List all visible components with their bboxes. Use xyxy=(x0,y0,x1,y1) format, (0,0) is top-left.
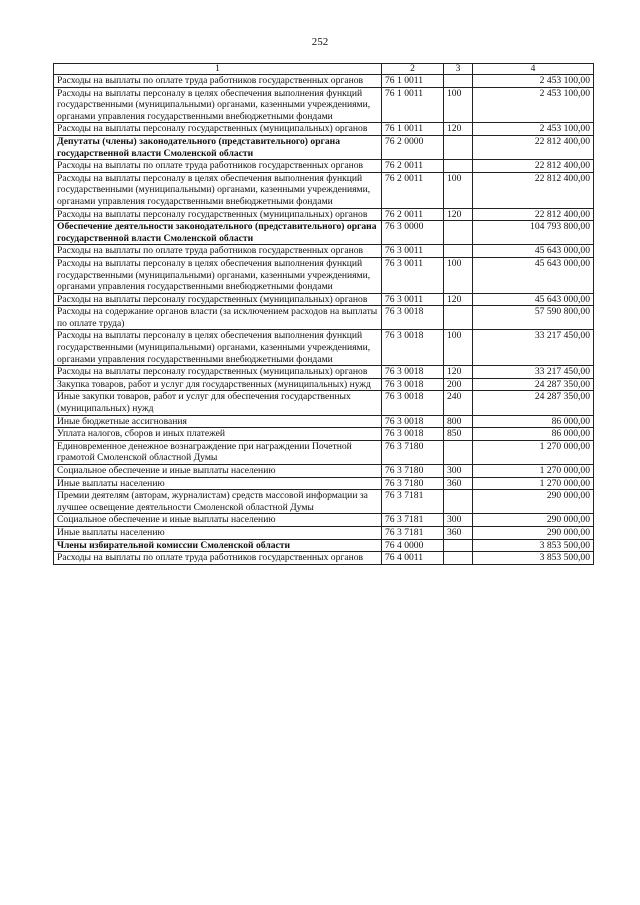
row-name-cell: Расходы на выплаты персоналу государственных (муниципальных) органов xyxy=(54,123,382,136)
row-type-cell: 850 xyxy=(444,428,473,441)
table-row xyxy=(54,477,594,490)
table-row xyxy=(54,221,594,245)
row-code-cell: 76 3 0018 xyxy=(382,428,444,441)
row-type-cell xyxy=(444,539,473,552)
row-type-cell: 360 xyxy=(444,477,473,490)
row-code-cell: 76 3 0018 xyxy=(382,330,444,366)
table-row xyxy=(54,87,594,123)
row-code-cell: 76 3 0018 xyxy=(382,378,444,391)
row-amount-cell: 1 270 000,00 xyxy=(473,465,594,478)
row-code-cell: 76 3 0011 xyxy=(382,245,444,258)
row-amount-cell: 45 643 000,00 xyxy=(473,257,594,293)
row-code-cell: 76 3 7180 xyxy=(382,465,444,478)
row-amount-cell: 3 853 500,00 xyxy=(473,552,594,565)
table-row xyxy=(54,208,594,221)
row-code-cell: 76 3 7181 xyxy=(382,526,444,539)
row-type-cell xyxy=(444,245,473,258)
row-type-cell: 100 xyxy=(444,172,473,208)
table-row xyxy=(54,415,594,428)
row-name-cell: Закупка товаров, работ и услуг для государственных (муниципальных) нужд xyxy=(54,378,382,391)
row-name-cell: Иные выплаты населению xyxy=(54,526,382,539)
row-code-cell: 76 1 0011 xyxy=(382,123,444,136)
page-number: 252 xyxy=(311,36,329,48)
table-row xyxy=(54,490,594,514)
row-name-cell: Расходы на выплаты по оплате труда работников государственных органов xyxy=(54,160,382,173)
row-name-cell: Расходы на выплаты персоналу в целях обеспечения выполнения функций государственными (муниципальными) органами, казенными учреждениями, органами управления государственными внебюджетными фондами xyxy=(54,330,382,366)
row-name-cell: Социальное обеспечение и иные выплаты населению xyxy=(54,514,382,527)
row-code-cell: 76 3 0018 xyxy=(382,415,444,428)
row-amount-cell: 33 217 450,00 xyxy=(473,366,594,379)
row-name-cell: Расходы на выплаты персоналу в целях обеспечения выполнения функций государственными (муниципальными) органами, казенными учреждениями, органами управления государственными внебюджетными фондами xyxy=(54,257,382,293)
row-name-cell: Расходы на выплаты по оплате труда работников государственных органов xyxy=(54,245,382,258)
table-row xyxy=(54,366,594,379)
column-header-name: 1 xyxy=(54,64,382,75)
row-amount-cell: 86 000,00 xyxy=(473,415,594,428)
row-amount-cell: 22 812 400,00 xyxy=(473,160,594,173)
row-code-cell: 76 1 0011 xyxy=(382,87,444,123)
row-type-cell: 100 xyxy=(444,257,473,293)
row-type-cell xyxy=(444,490,473,514)
row-name-cell: Расходы на выплаты персоналу государственных (муниципальных) органов xyxy=(54,366,382,379)
row-name-cell: Иные закупки товаров, работ и услуг для обеспечения государственных (муниципальных) нужд xyxy=(54,391,382,415)
row-type-cell: 120 xyxy=(444,123,473,136)
table-row xyxy=(54,465,594,478)
row-name-cell: Единовременное денежное вознаграждение при награждении Почетной грамотой Смоленской областной Думы xyxy=(54,440,382,464)
row-code-cell: 76 3 0011 xyxy=(382,293,444,306)
row-name-cell: Социальное обеспечение и иные выплаты населению xyxy=(54,465,382,478)
row-name-cell: Расходы на содержание органов власти (за исключением расходов на выплаты по оплате труда) xyxy=(54,306,382,330)
row-amount-cell: 33 217 450,00 xyxy=(473,330,594,366)
column-header-code: 2 xyxy=(382,64,444,75)
table-row xyxy=(54,378,594,391)
table-row xyxy=(54,306,594,330)
table-row xyxy=(54,172,594,208)
row-name-cell: Иные выплаты населению xyxy=(54,477,382,490)
row-amount-cell: 2 453 100,00 xyxy=(473,87,594,123)
row-code-cell: 76 3 7181 xyxy=(382,514,444,527)
row-name-cell: Расходы на выплаты персоналу государственных (муниципальных) органов xyxy=(54,208,382,221)
row-code-cell: 76 3 7180 xyxy=(382,440,444,464)
row-name-cell: Расходы на выплаты по оплате труда работников государственных органов xyxy=(54,552,382,565)
row-amount-cell: 104 793 800,00 xyxy=(473,221,594,245)
row-name-cell: Расходы на выплаты персоналу государственных (муниципальных) органов xyxy=(54,293,382,306)
table-row xyxy=(54,539,594,552)
table-body xyxy=(54,75,594,565)
row-type-cell: 120 xyxy=(444,208,473,221)
table-row xyxy=(54,514,594,527)
row-code-cell: 76 3 0018 xyxy=(382,391,444,415)
table-row xyxy=(54,75,594,88)
row-name-cell: Расходы на выплаты персоналу в целях обеспечения выполнения функций государственными (муниципальными) органами, казенными учреждениями, органами управления государственными внебюджетными фондами xyxy=(54,172,382,208)
column-header-type: 3 xyxy=(444,64,473,75)
row-type-cell: 100 xyxy=(444,87,473,123)
row-type-cell: 120 xyxy=(444,293,473,306)
row-name-cell: Премии деятелям (авторам, журналистам) средств массовой информации за лучшее освещение деятельности Смоленской областной Думы xyxy=(54,490,382,514)
table-row xyxy=(54,330,594,366)
row-amount-cell: 1 270 000,00 xyxy=(473,477,594,490)
table-row xyxy=(54,160,594,173)
row-amount-cell: 86 000,00 xyxy=(473,428,594,441)
row-amount-cell: 24 287 350,00 xyxy=(473,391,594,415)
row-code-cell: 76 3 0018 xyxy=(382,366,444,379)
row-code-cell: 76 2 0011 xyxy=(382,160,444,173)
row-type-cell: 300 xyxy=(444,465,473,478)
row-type-cell xyxy=(444,75,473,88)
row-name-cell: Иные бюджетные ассигнования xyxy=(54,415,382,428)
row-type-cell xyxy=(444,440,473,464)
row-type-cell xyxy=(444,306,473,330)
row-code-cell: 76 3 7181 xyxy=(382,490,444,514)
budget-table xyxy=(53,63,594,565)
table-row xyxy=(54,293,594,306)
row-amount-cell: 45 643 000,00 xyxy=(473,245,594,258)
row-code-cell: 76 2 0000 xyxy=(382,135,444,159)
row-code-cell: 76 4 0011 xyxy=(382,552,444,565)
table-row xyxy=(54,526,594,539)
row-amount-cell: 290 000,00 xyxy=(473,526,594,539)
row-type-cell xyxy=(444,160,473,173)
row-type-cell xyxy=(444,552,473,565)
row-name-cell: Члены избирательной комиссии Смоленской области xyxy=(54,539,382,552)
row-name-cell: Расходы на выплаты персоналу в целях обеспечения выполнения функций государственными (муниципальными) органами, казенными учреждениями, органами управления государственными внебюджетными фондами xyxy=(54,87,382,123)
row-type-cell: 120 xyxy=(444,366,473,379)
table-header-row xyxy=(54,64,594,75)
table-row xyxy=(54,245,594,258)
table-row xyxy=(54,257,594,293)
table-row xyxy=(54,428,594,441)
row-amount-cell: 2 453 100,00 xyxy=(473,75,594,88)
row-code-cell: 76 3 0011 xyxy=(382,257,444,293)
row-type-cell xyxy=(444,135,473,159)
row-amount-cell: 1 270 000,00 xyxy=(473,440,594,464)
row-type-cell: 100 xyxy=(444,330,473,366)
row-name-cell: Депутаты (члены) законодательного (представительного) органа государственной власти Смоленской области xyxy=(54,135,382,159)
table-row xyxy=(54,123,594,136)
row-amount-cell: 22 812 400,00 xyxy=(473,135,594,159)
row-name-cell: Обеспечение деятельности законодательного (представительного) органа государственной власти Смоленской области xyxy=(54,221,382,245)
row-amount-cell: 2 453 100,00 xyxy=(473,123,594,136)
row-code-cell: 76 3 0018 xyxy=(382,306,444,330)
row-name-cell: Уплата налогов, сборов и иных платежей xyxy=(54,428,382,441)
row-type-cell: 300 xyxy=(444,514,473,527)
table-row xyxy=(54,440,594,464)
row-code-cell: 76 3 0000 xyxy=(382,221,444,245)
row-amount-cell: 22 812 400,00 xyxy=(473,172,594,208)
row-code-cell: 76 3 7180 xyxy=(382,477,444,490)
row-code-cell: 76 1 0011 xyxy=(382,75,444,88)
row-name-cell: Расходы на выплаты по оплате труда работников государственных органов xyxy=(54,75,382,88)
row-code-cell: 76 2 0011 xyxy=(382,172,444,208)
row-amount-cell: 24 287 350,00 xyxy=(473,378,594,391)
row-code-cell: 76 4 0000 xyxy=(382,539,444,552)
table-row xyxy=(54,552,594,565)
row-amount-cell: 22 812 400,00 xyxy=(473,208,594,221)
row-amount-cell: 45 643 000,00 xyxy=(473,293,594,306)
row-amount-cell: 3 853 500,00 xyxy=(473,539,594,552)
table-row xyxy=(54,391,594,415)
row-type-cell: 240 xyxy=(444,391,473,415)
row-type-cell xyxy=(444,221,473,245)
row-amount-cell: 290 000,00 xyxy=(473,514,594,527)
row-amount-cell: 290 000,00 xyxy=(473,490,594,514)
row-amount-cell: 57 590 800,00 xyxy=(473,306,594,330)
table-row xyxy=(54,135,594,159)
row-type-cell: 360 xyxy=(444,526,473,539)
row-type-cell: 200 xyxy=(444,378,473,391)
row-code-cell: 76 2 0011 xyxy=(382,208,444,221)
column-header-amount: 4 xyxy=(473,64,594,75)
row-type-cell: 800 xyxy=(444,415,473,428)
